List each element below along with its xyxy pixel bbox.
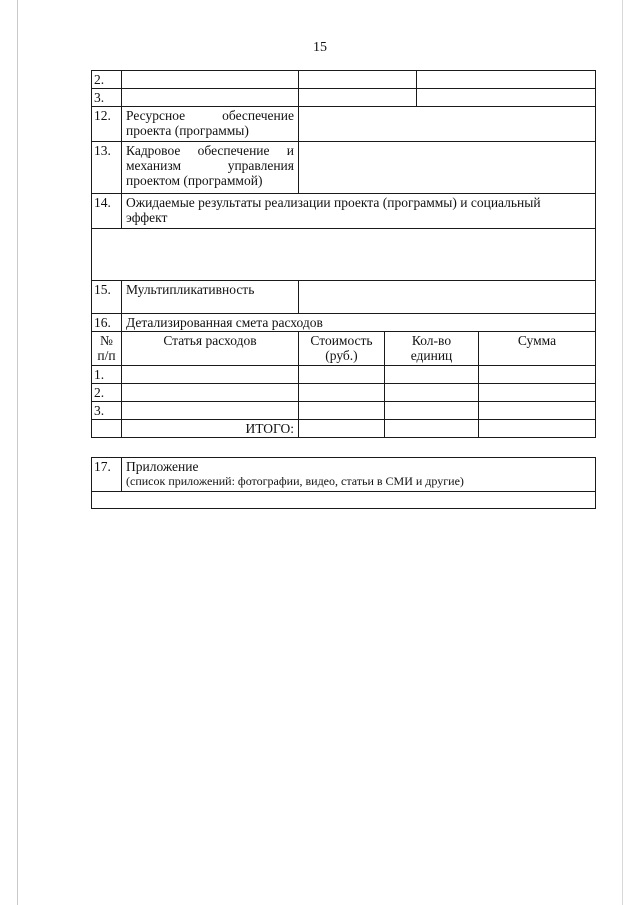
table-cell: [299, 366, 385, 384]
budget-row: [92, 384, 596, 402]
table-row: [92, 314, 596, 332]
item-number: 14.: [92, 194, 122, 229]
item-label: Детализированная смета расходов: [122, 314, 596, 332]
row-number: 3.: [92, 402, 122, 420]
table-row: [92, 89, 596, 107]
results-value-cell: [92, 229, 596, 281]
table-cell: [122, 384, 299, 402]
page-edge-right: [622, 0, 623, 905]
item-label-line: проекта (программы): [126, 123, 249, 138]
table-cell: [417, 89, 596, 107]
header-line: Стоимость: [310, 333, 373, 348]
table-cell: [385, 366, 479, 384]
table-row: [92, 281, 596, 314]
row-number: 2.: [92, 71, 122, 89]
table-cell: [417, 71, 596, 89]
row-number: 1.: [92, 366, 122, 384]
table-cell: [479, 384, 596, 402]
table-row: [92, 71, 596, 89]
table-cell: [122, 402, 299, 420]
item-label-line: Ресурсное обеспечение: [126, 108, 294, 123]
project-form-table: [91, 70, 596, 438]
header-line: (руб.): [325, 348, 358, 363]
item-label-line: Кадровое обеспечение и: [126, 143, 294, 158]
header-line: №: [100, 333, 113, 348]
table-row: [92, 194, 596, 229]
item-number: 17.: [92, 458, 122, 492]
table-cell: [385, 384, 479, 402]
table-cell: [299, 384, 385, 402]
table-row: [92, 142, 596, 194]
budget-total-row: [92, 420, 596, 438]
table-cell: [479, 402, 596, 420]
item-number: 13.: [92, 142, 122, 194]
table-row: [92, 492, 596, 509]
header-line: п/п: [97, 348, 116, 363]
resource-value-cell: [299, 107, 596, 142]
staffing-value-cell: [299, 142, 596, 194]
table-cell: [122, 89, 299, 107]
item-label: [122, 194, 596, 229]
page-number: 15: [313, 40, 327, 55]
table-cell: [299, 402, 385, 420]
table-cell: [385, 420, 479, 438]
appendix-table: [91, 457, 596, 509]
column-header-number: [92, 332, 122, 366]
table-row: [92, 107, 596, 142]
table-cell: [299, 89, 417, 107]
header-line: Кол-во: [411, 333, 452, 348]
table-cell: [385, 402, 479, 420]
appendix-value-cell: [92, 492, 596, 509]
table-cell: [299, 71, 417, 89]
header-line: единиц: [410, 348, 453, 363]
item-number: 15.: [92, 281, 122, 314]
table-cell: [122, 71, 299, 89]
row-number: 2.: [92, 384, 122, 402]
table-cell: [479, 420, 596, 438]
column-header-sum: Сумма: [479, 332, 596, 366]
budget-row: [92, 402, 596, 420]
item-number: 12.: [92, 107, 122, 142]
column-header-cost: [299, 332, 385, 366]
appendix-label: Приложение: [126, 459, 199, 474]
table-cell: [92, 420, 122, 438]
table-cell: [122, 366, 299, 384]
multiplicativity-value-cell: [299, 281, 596, 314]
item-number: 16.: [92, 314, 122, 332]
item-label: [122, 458, 596, 492]
appendix-note: (список приложений: фотографии, видео, статьи в СМИ и другие): [126, 474, 464, 488]
table-cell: [479, 366, 596, 384]
item-label-line: механизм управления: [126, 158, 294, 173]
table-cell: [299, 420, 385, 438]
total-label: ИТОГО:: [122, 420, 299, 438]
budget-row: [92, 366, 596, 384]
item-label: Мультипликативность: [122, 281, 299, 314]
item-label: [122, 142, 299, 194]
column-header-quantity: [385, 332, 479, 366]
item-label-line: Ожидаемые результаты реализации проекта (программы) и социальный: [126, 195, 541, 210]
budget-header-row: [92, 332, 596, 366]
table-row: [92, 458, 596, 492]
item-label-line: эффект: [126, 210, 168, 225]
item-label-line: проектом (программой): [126, 173, 263, 188]
table-row: [92, 229, 596, 281]
row-number: 3.: [92, 89, 122, 107]
page-edge-left: [17, 0, 18, 905]
column-header-item: Статья расходов: [122, 332, 299, 366]
item-label: [122, 107, 299, 142]
